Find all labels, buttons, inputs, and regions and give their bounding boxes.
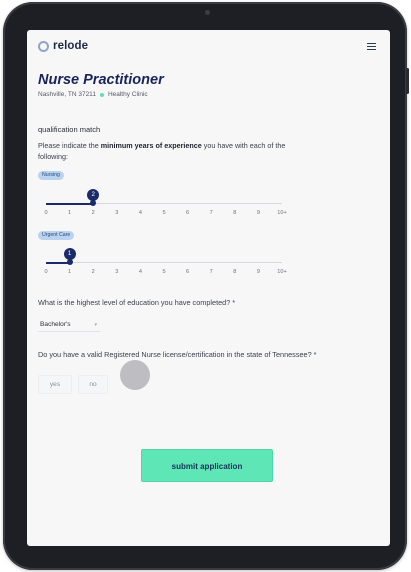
chevron-down-icon: ▾ [94,322,97,328]
app-name: relode [53,40,89,52]
slider-tick-label: 7 [209,269,213,275]
slider-tick-label: 0 [44,210,48,216]
slider-tick-label: 10+ [277,269,287,275]
skill-chip-nursing: Nursing [38,171,64,180]
prompt-text-start: Please indicate the [38,141,101,150]
slider-tick-label: 0 [44,269,48,275]
experience-slider-nursing[interactable] [38,191,290,225]
slider-tick-label: 4 [138,269,142,275]
slider-value-bubble: 1 [64,248,76,260]
license-yes-button[interactable]: yes [38,375,72,394]
slider-tick-label: 9 [256,269,260,275]
experience-slider-urgent-care[interactable] [38,250,290,284]
slider-fill [46,203,93,205]
submit-application-button[interactable]: submit application [141,449,273,482]
license-no-button[interactable]: no [78,375,108,394]
app-logo[interactable] [38,40,88,52]
slider-tick-label: 1 [68,210,72,216]
job-meta [38,91,148,98]
slider-tick-label: 8 [233,269,237,275]
slider-tick-label: 7 [209,210,213,216]
prompt-text-bold: minimum years of experience [100,141,202,150]
slider-tick-label: 8 [233,210,237,216]
slider-tick-labels [38,269,290,279]
slider-value-bubble: 2 [87,189,99,201]
slider-tick-label: 1 [68,269,72,275]
slider-tick-label: 9 [256,210,260,216]
slider-tick-label: 6 [186,269,190,275]
slider-track [46,262,282,263]
hamburger-menu-icon[interactable] [367,43,376,50]
tablet-frame [3,2,407,570]
education-selected-value: Bachelor's [40,321,71,328]
side-button [406,68,409,94]
top-bar [27,30,390,64]
education-question: What is the highest level of education you have completed? * [38,298,236,307]
prompt-text-end: you have with each of the following: [38,141,286,161]
slider-tick-label: 10+ [277,210,287,216]
slider-tick-label: 4 [138,210,142,216]
education-select[interactable] [38,318,100,332]
job-employer: Healthy Clinic [107,91,148,98]
license-question: Do you have a valid Registered Nurse license/certification in the state of Tennessee? * [38,350,317,359]
front-camera [205,10,210,15]
slider-tick-label: 2 [91,210,95,216]
slider-tick-label: 5 [162,210,166,216]
touch-indicator [120,360,150,390]
logo-ring-icon [38,41,49,52]
experience-prompt [38,140,308,162]
slider-tick-label: 2 [91,269,95,275]
job-location: Nashville, TN 37211 [38,91,96,98]
slider-tick-label: 5 [162,269,166,275]
section-title: qualification match [38,125,101,134]
slider-tick-labels [38,210,290,220]
separator-dot-icon [100,93,104,97]
app-screen [27,30,390,546]
skill-chip-urgent-care: Urgent Care [38,231,74,240]
slider-tick-label: 3 [115,269,119,275]
job-title: Nurse Practitioner [38,72,164,88]
slider-tick-label: 3 [115,210,119,216]
slider-tick-label: 6 [186,210,190,216]
